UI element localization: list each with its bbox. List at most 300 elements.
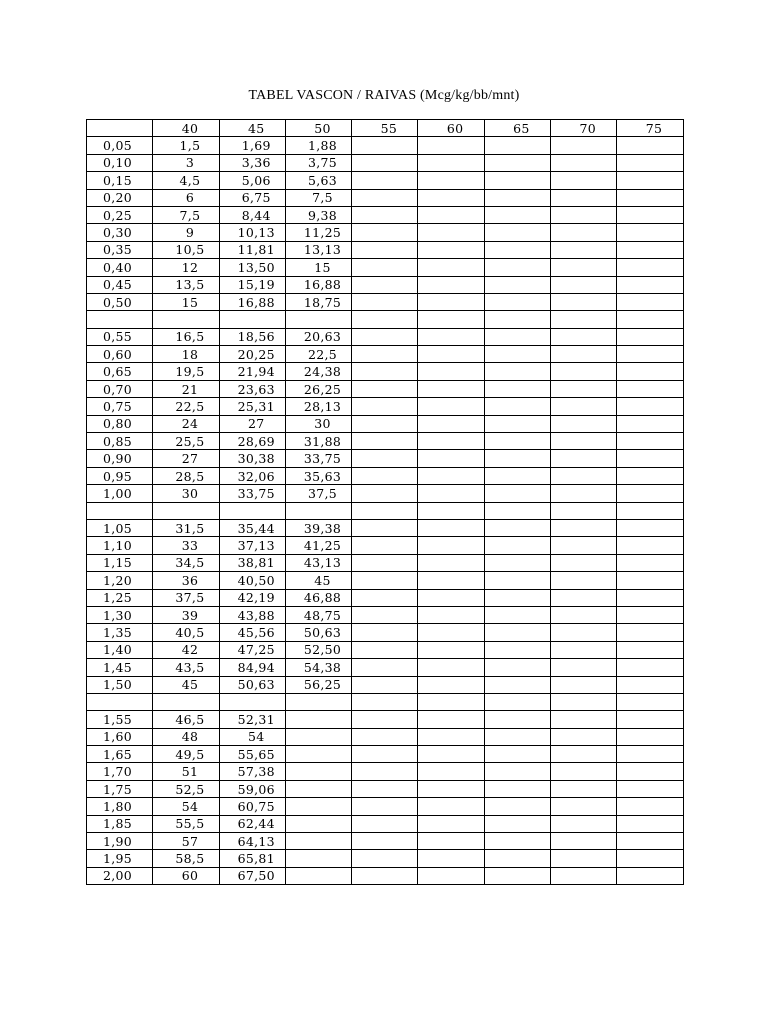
dose-cell: 15 <box>153 293 219 310</box>
dose-cell <box>484 467 550 484</box>
dose-cell <box>484 276 550 293</box>
dose-cell <box>418 746 484 763</box>
table-row <box>87 833 684 850</box>
dose-cell: 25,5 <box>153 433 219 450</box>
dose-cell <box>352 659 418 676</box>
dose-cell: 48,75 <box>285 606 351 623</box>
dose-cell <box>484 850 550 867</box>
dose-cell <box>352 554 418 571</box>
empty-cell <box>87 311 153 328</box>
dose-cell <box>484 624 550 641</box>
table-row <box>87 867 684 884</box>
dose-cell: 18,56 <box>219 328 285 345</box>
dose-cell: 21,94 <box>219 363 285 380</box>
dose-cell <box>551 293 617 310</box>
dose-cell: 56,25 <box>285 676 351 693</box>
dose-cell: 4,5 <box>153 172 219 189</box>
dose-cell <box>352 780 418 797</box>
dose-cell: 41,25 <box>285 537 351 554</box>
dose-cell <box>551 346 617 363</box>
dose-cell <box>617 572 683 589</box>
rate-cell: 0,25 <box>87 206 153 223</box>
dose-cell <box>617 659 683 676</box>
header-corner-cell <box>87 120 153 137</box>
dose-cell: 1,69 <box>219 137 285 154</box>
empty-cell <box>352 502 418 519</box>
rate-cell: 0,85 <box>87 433 153 450</box>
dose-cell <box>418 641 484 658</box>
table-row <box>87 815 684 832</box>
dose-cell: 11,81 <box>219 241 285 258</box>
dose-cell <box>617 346 683 363</box>
dose-cell: 37,5 <box>153 589 219 606</box>
dose-cell: 46,88 <box>285 589 351 606</box>
dose-cell <box>617 485 683 502</box>
rate-cell: 1,95 <box>87 850 153 867</box>
dose-cell: 13,50 <box>219 259 285 276</box>
dose-cell <box>352 815 418 832</box>
empty-cell <box>484 502 550 519</box>
dose-cell: 10,5 <box>153 241 219 258</box>
table-row <box>87 711 684 728</box>
dose-cell <box>484 241 550 258</box>
empty-cell <box>418 502 484 519</box>
dose-cell <box>418 485 484 502</box>
dose-cell: 16,5 <box>153 328 219 345</box>
dose-cell <box>551 711 617 728</box>
dose-cell <box>551 363 617 380</box>
dose-cell: 67,50 <box>219 867 285 884</box>
dose-cell: 38,81 <box>219 554 285 571</box>
rate-cell: 0,45 <box>87 276 153 293</box>
dose-cell: 19,5 <box>153 363 219 380</box>
dose-cell <box>418 259 484 276</box>
empty-cell <box>153 502 219 519</box>
dose-cell <box>418 276 484 293</box>
dose-cell <box>418 624 484 641</box>
rate-cell: 1,80 <box>87 798 153 815</box>
empty-cell <box>87 693 153 710</box>
dose-cell: 16,88 <box>285 276 351 293</box>
dose-cell <box>352 572 418 589</box>
dose-cell: 43,13 <box>285 554 351 571</box>
dose-cell <box>352 833 418 850</box>
dose-cell: 84,94 <box>219 659 285 676</box>
dose-cell <box>551 815 617 832</box>
dose-cell <box>484 154 550 171</box>
rate-cell: 1,00 <box>87 485 153 502</box>
empty-cell <box>285 311 351 328</box>
header-weight-cell: 45 <box>219 120 285 137</box>
dose-cell <box>617 415 683 432</box>
dose-cell: 60,75 <box>219 798 285 815</box>
rate-cell: 1,30 <box>87 606 153 623</box>
dose-cell: 25,31 <box>219 398 285 415</box>
dose-cell <box>484 206 550 223</box>
dose-cell <box>418 224 484 241</box>
dose-cell <box>484 259 550 276</box>
dose-cell <box>551 241 617 258</box>
dose-cell <box>551 624 617 641</box>
dose-cell <box>551 154 617 171</box>
dose-cell <box>617 154 683 171</box>
dose-cell <box>418 293 484 310</box>
dose-cell <box>285 763 351 780</box>
dose-cell: 57 <box>153 833 219 850</box>
dose-cell <box>352 328 418 345</box>
table-row <box>87 328 684 345</box>
dose-cell: 54 <box>153 798 219 815</box>
empty-cell <box>418 693 484 710</box>
dose-cell <box>285 780 351 797</box>
dose-cell <box>551 676 617 693</box>
dose-cell <box>551 850 617 867</box>
dose-cell <box>617 746 683 763</box>
dose-cell <box>551 259 617 276</box>
dose-cell <box>484 172 550 189</box>
dose-cell: 37,13 <box>219 537 285 554</box>
dose-cell: 6 <box>153 189 219 206</box>
dose-cell: 45 <box>285 572 351 589</box>
empty-cell <box>153 693 219 710</box>
dose-cell: 58,5 <box>153 850 219 867</box>
empty-cell <box>617 693 683 710</box>
dose-cell <box>617 398 683 415</box>
dose-cell <box>418 815 484 832</box>
dose-cell <box>551 450 617 467</box>
dose-cell: 32,06 <box>219 467 285 484</box>
dose-cell: 3,36 <box>219 154 285 171</box>
rate-cell: 1,45 <box>87 659 153 676</box>
table-row <box>87 606 684 623</box>
dose-cell: 5,63 <box>285 172 351 189</box>
dose-cell <box>617 241 683 258</box>
table-row <box>87 763 684 780</box>
dose-cell: 21 <box>153 380 219 397</box>
dose-cell <box>352 867 418 884</box>
dose-cell: 7,5 <box>285 189 351 206</box>
dose-cell <box>484 398 550 415</box>
table-row <box>87 363 684 380</box>
dose-cell <box>617 763 683 780</box>
dose-cell <box>418 415 484 432</box>
table-row <box>87 641 684 658</box>
dose-cell <box>551 433 617 450</box>
dose-cell: 59,06 <box>219 780 285 797</box>
table-row <box>87 537 684 554</box>
dose-cell <box>551 572 617 589</box>
dose-cell <box>617 711 683 728</box>
dose-cell <box>551 328 617 345</box>
empty-cell <box>87 502 153 519</box>
table-row <box>87 780 684 797</box>
dose-cell <box>352 624 418 641</box>
table-row <box>87 589 684 606</box>
table-row <box>87 415 684 432</box>
dose-cell: 24 <box>153 415 219 432</box>
dose-cell: 13,5 <box>153 276 219 293</box>
dose-cell: 16,88 <box>219 293 285 310</box>
dose-cell <box>484 450 550 467</box>
dose-cell <box>352 763 418 780</box>
dose-cell: 10,13 <box>219 224 285 241</box>
rate-cell: 1,35 <box>87 624 153 641</box>
dose-cell: 27 <box>153 450 219 467</box>
dose-cell <box>551 224 617 241</box>
dose-cell: 51 <box>153 763 219 780</box>
dose-cell: 35,44 <box>219 519 285 536</box>
rate-cell: 1,50 <box>87 676 153 693</box>
table-row <box>87 485 684 502</box>
dose-cell <box>418 241 484 258</box>
dose-cell <box>484 606 550 623</box>
dose-cell: 1,5 <box>153 137 219 154</box>
dose-cell <box>484 189 550 206</box>
dose-cell <box>418 867 484 884</box>
dose-cell: 18 <box>153 346 219 363</box>
header-weight-cell: 75 <box>617 120 683 137</box>
dose-cell <box>418 467 484 484</box>
dose-cell <box>617 780 683 797</box>
dose-table-body <box>87 120 684 885</box>
rate-cell: 1,15 <box>87 554 153 571</box>
dose-cell <box>484 763 550 780</box>
dose-cell: 15 <box>285 259 351 276</box>
dose-cell <box>484 519 550 536</box>
dose-cell <box>285 833 351 850</box>
header-weight-cell: 40 <box>153 120 219 137</box>
rate-cell: 0,35 <box>87 241 153 258</box>
dose-table <box>86 119 684 885</box>
dose-cell <box>418 798 484 815</box>
dose-cell: 31,5 <box>153 519 219 536</box>
dose-cell <box>551 415 617 432</box>
dose-cell <box>484 293 550 310</box>
dose-cell: 37,5 <box>285 485 351 502</box>
dose-cell <box>352 606 418 623</box>
dose-cell: 50,63 <box>285 624 351 641</box>
table-row <box>87 659 684 676</box>
page-title: TABEL VASCON / RAIVAS (Mcg/kg/bb/mnt) <box>248 88 520 103</box>
dose-cell <box>285 728 351 745</box>
spacer-row <box>87 311 684 328</box>
dose-cell <box>617 867 683 884</box>
dose-cell <box>285 850 351 867</box>
dose-cell <box>352 746 418 763</box>
table-row <box>87 380 684 397</box>
dose-cell: 18,75 <box>285 293 351 310</box>
dose-cell: 45 <box>153 676 219 693</box>
table-row <box>87 137 684 154</box>
dose-cell <box>352 641 418 658</box>
header-weight-cell: 50 <box>285 120 351 137</box>
dose-cell <box>617 554 683 571</box>
dose-cell <box>418 554 484 571</box>
dose-cell: 13,13 <box>285 241 351 258</box>
table-row <box>87 398 684 415</box>
dose-cell <box>352 276 418 293</box>
dose-cell: 15,19 <box>219 276 285 293</box>
dose-cell: 22,5 <box>285 346 351 363</box>
dose-cell <box>484 676 550 693</box>
dose-cell: 42 <box>153 641 219 658</box>
table-row <box>87 519 684 536</box>
dose-cell: 54,38 <box>285 659 351 676</box>
dose-cell <box>418 606 484 623</box>
empty-cell <box>219 693 285 710</box>
dose-cell <box>352 293 418 310</box>
dose-cell <box>484 224 550 241</box>
dose-cell <box>352 189 418 206</box>
empty-cell <box>418 311 484 328</box>
rate-cell: 0,90 <box>87 450 153 467</box>
dose-cell <box>617 206 683 223</box>
dose-cell: 12 <box>153 259 219 276</box>
dose-cell <box>617 172 683 189</box>
dose-cell <box>418 450 484 467</box>
table-row <box>87 154 684 171</box>
table-row <box>87 276 684 293</box>
dose-cell: 42,19 <box>219 589 285 606</box>
dose-cell <box>617 850 683 867</box>
empty-cell <box>484 693 550 710</box>
dose-cell <box>617 537 683 554</box>
dose-cell <box>484 867 550 884</box>
dose-cell: 27 <box>219 415 285 432</box>
dose-cell <box>352 415 418 432</box>
dose-cell <box>551 206 617 223</box>
dose-cell: 64,13 <box>219 833 285 850</box>
rate-cell: 1,40 <box>87 641 153 658</box>
dose-cell <box>352 798 418 815</box>
dose-cell: 9,38 <box>285 206 351 223</box>
dose-cell <box>418 328 484 345</box>
dose-cell <box>484 328 550 345</box>
empty-cell <box>617 311 683 328</box>
header-weight-cell: 60 <box>418 120 484 137</box>
dose-cell: 3,75 <box>285 154 351 171</box>
empty-cell <box>617 502 683 519</box>
dose-cell: 34,5 <box>153 554 219 571</box>
rate-cell: 1,75 <box>87 780 153 797</box>
dose-cell: 1,88 <box>285 137 351 154</box>
dose-cell: 36 <box>153 572 219 589</box>
dose-cell <box>418 137 484 154</box>
dose-cell <box>617 519 683 536</box>
table-row <box>87 572 684 589</box>
table-row <box>87 224 684 241</box>
dose-cell <box>352 363 418 380</box>
dose-cell <box>352 519 418 536</box>
dose-cell <box>617 363 683 380</box>
rate-cell: 1,65 <box>87 746 153 763</box>
dose-cell <box>551 537 617 554</box>
dose-cell <box>352 154 418 171</box>
dose-cell <box>551 798 617 815</box>
dose-cell: 28,5 <box>153 467 219 484</box>
dose-cell <box>352 537 418 554</box>
dose-cell: 43,5 <box>153 659 219 676</box>
dose-cell <box>418 763 484 780</box>
empty-cell <box>484 311 550 328</box>
dose-cell <box>617 728 683 745</box>
empty-cell <box>219 502 285 519</box>
rate-cell: 1,25 <box>87 589 153 606</box>
dose-cell <box>352 676 418 693</box>
rate-cell: 1,70 <box>87 763 153 780</box>
empty-cell <box>285 502 351 519</box>
header-weight-cell: 65 <box>484 120 550 137</box>
header-weight-cell: 55 <box>352 120 418 137</box>
dose-cell <box>285 798 351 815</box>
dose-cell: 30,38 <box>219 450 285 467</box>
dose-cell <box>551 172 617 189</box>
table-row <box>87 346 684 363</box>
dose-cell <box>617 833 683 850</box>
dose-cell: 35,63 <box>285 467 351 484</box>
rate-cell: 1,05 <box>87 519 153 536</box>
dose-cell <box>551 485 617 502</box>
dose-cell <box>352 241 418 258</box>
dose-cell <box>352 850 418 867</box>
dose-cell <box>551 137 617 154</box>
dose-cell: 20,25 <box>219 346 285 363</box>
table-row <box>87 728 684 745</box>
dose-cell <box>617 815 683 832</box>
dose-cell <box>418 659 484 676</box>
dose-cell <box>484 659 550 676</box>
table-row <box>87 172 684 189</box>
dose-cell <box>484 641 550 658</box>
dose-cell <box>418 346 484 363</box>
dose-cell <box>484 346 550 363</box>
dose-cell <box>352 380 418 397</box>
empty-cell <box>219 311 285 328</box>
dose-cell <box>352 346 418 363</box>
table-row <box>87 624 684 641</box>
spacer-row <box>87 502 684 519</box>
dose-cell: 54 <box>219 728 285 745</box>
table-row <box>87 676 684 693</box>
header-row <box>87 120 684 137</box>
rate-cell: 1,10 <box>87 537 153 554</box>
empty-cell <box>153 311 219 328</box>
dose-cell <box>418 833 484 850</box>
dose-cell: 55,65 <box>219 746 285 763</box>
dose-cell: 52,50 <box>285 641 351 658</box>
dose-cell <box>617 137 683 154</box>
rate-cell: 0,10 <box>87 154 153 171</box>
dose-cell <box>551 467 617 484</box>
dose-cell <box>285 711 351 728</box>
dose-cell: 57,38 <box>219 763 285 780</box>
table-row <box>87 206 684 223</box>
dose-cell: 62,44 <box>219 815 285 832</box>
dose-cell <box>352 467 418 484</box>
dose-cell <box>551 780 617 797</box>
rate-cell: 0,40 <box>87 259 153 276</box>
dose-cell: 39 <box>153 606 219 623</box>
dose-cell <box>484 746 550 763</box>
dose-cell <box>484 415 550 432</box>
rate-cell: 0,30 <box>87 224 153 241</box>
table-row <box>87 554 684 571</box>
empty-cell <box>285 693 351 710</box>
dose-cell <box>484 380 550 397</box>
dose-cell: 47,25 <box>219 641 285 658</box>
dose-cell <box>418 380 484 397</box>
dose-cell: 55,5 <box>153 815 219 832</box>
